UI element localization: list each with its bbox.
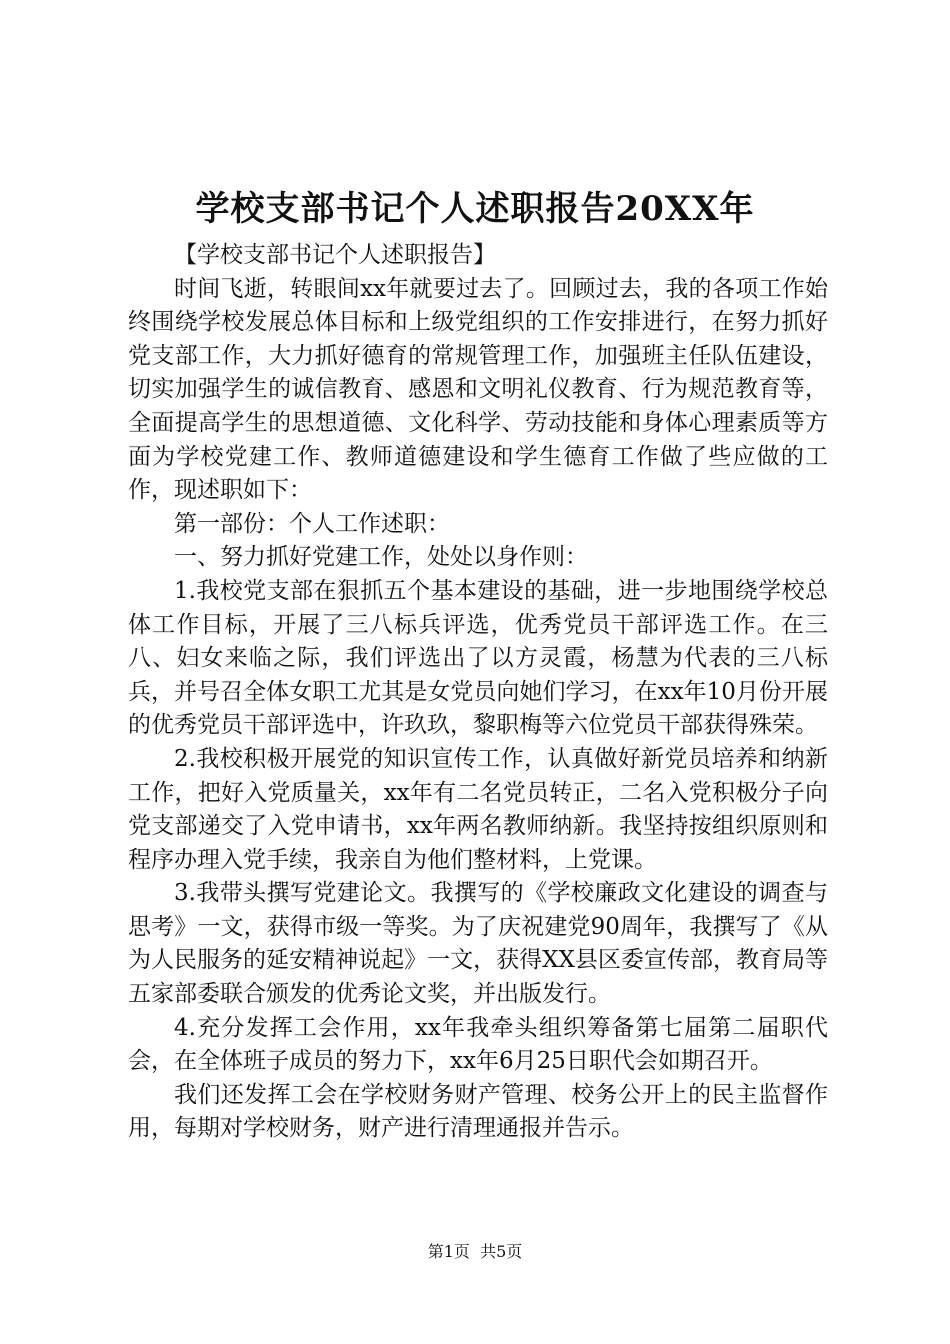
paragraph-item-4: 4.充分发挥工会作用，xx年我牵头组织筹备第七届第二届职代会，在全体班子成员的努力下，xx年6月25日职代会如期召开。 — [128, 1014, 828, 1075]
section-heading: 【学校支部书记个人述职报告】 — [174, 242, 496, 268]
part-heading: 第一部份：个人工作述职： — [174, 510, 450, 537]
paragraph-item-2: 2.我校积极开展党的知识宣传工作，认真做好新党员培养和纳新工作，把好入党质量关，xx年有二名党员转正，二名入党积极分子向党支部递交了入党申请书，xx年两名教师纳新。我坚持按组织原则和程序办理入党手续，我亲自为他们整材料，上党课。 — [128, 745, 828, 873]
paragraph-item-1: 1.我校党支部在狠抓五个基本建设的基础，进一步地围绕学校总体工作目标，开展了三八标兵评选，优秀党员干部评选工作。在三八、妇女来临之际，我们评选出了以方灵霞，杨慧为代表的三八标兵，并号召全体女职工尤其是女党员向她们学习，在xx年10月份开展的优秀党员干部评选中，许玖玖，黎职梅等六位党员干部获得殊荣。 — [128, 577, 828, 739]
page-total: 共5页 — [480, 1242, 523, 1261]
document-body — [128, 239, 828, 1146]
subsection-heading: 一、努力抓好党建工作，处处以身作则： — [174, 544, 588, 571]
page-number: 第1页 — [427, 1242, 470, 1261]
paragraph-item-3: 3.我带头撰写党建论文。我撰写的《学校廉政文化建设的调查与思考》一文，获得市级一等奖。为了庆祝建党90周年，我撰写了《从为人民服务的延安精神说起》一文，获得XX县区委宣传部，教育局等五家部委联合颁发的优秀论文奖，并出版发行。 — [128, 880, 828, 1008]
document-title: 学校支部书记个人述职报告20XX年 — [195, 189, 755, 229]
paragraph-union: 我们还发挥工会在学校财务财产管理、校务公开上的民主监督作用，每期对学校财务，财产进行清理通报并告示。 — [128, 1081, 828, 1142]
intro-paragraph: 时间飞逝，转眼间xx年就要过去了。回顾过去，我的各项工作始终围绕学校发展总体目标和上级党组织的工作安排进行，在努力抓好党支部工作，大力抓好德育的常规管理工作，加强班主任队伍建设，切实加强学生的诚信教育、感恩和文明礼仪教育、行为规范教育等，全面提高学生的思想道德、文化科学、劳动技能和身体心理素质等方面为学校党建工作、教师道德建设和学生德育工作做了些应做的工作，现述职如下： — [128, 275, 828, 504]
page-footer — [0, 1240, 950, 1264]
